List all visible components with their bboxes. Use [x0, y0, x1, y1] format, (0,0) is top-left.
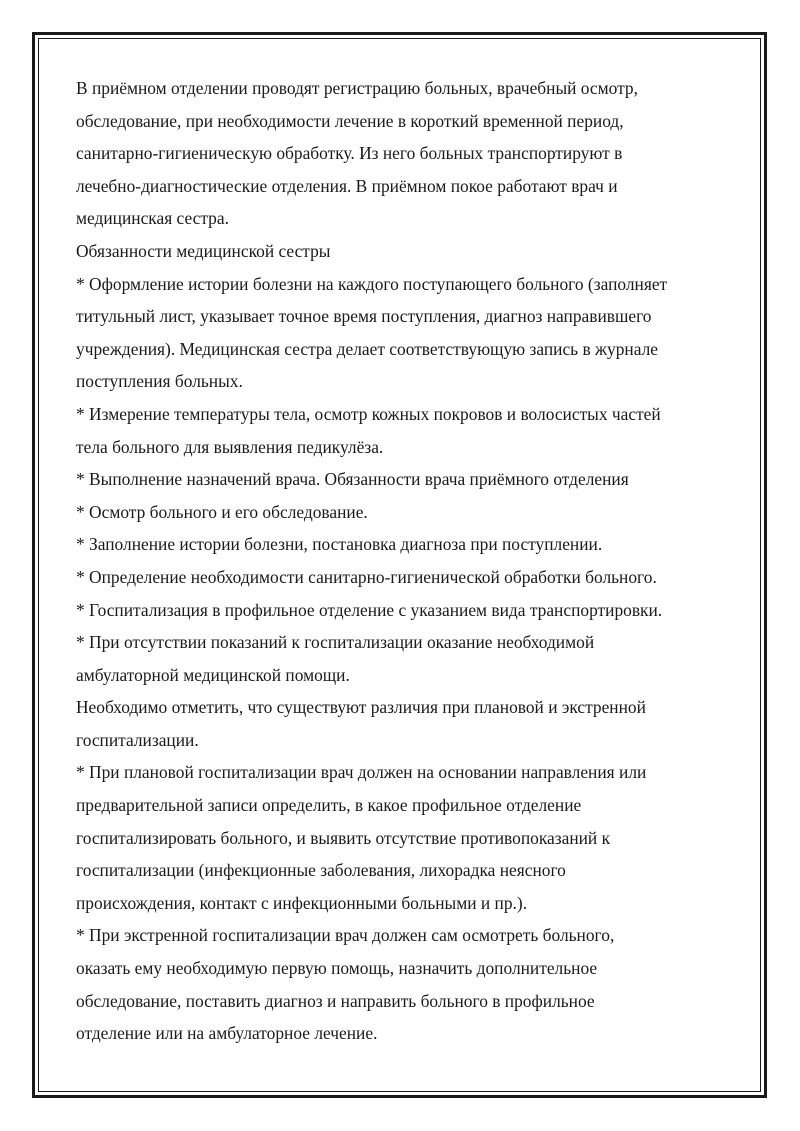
text-line: Необходимо отметить, что существуют различия при плановой и экстренной: [76, 697, 646, 718]
bullet-line: * Заполнение истории болезни, постановка диагноза при поступлении.: [76, 534, 603, 555]
bullet-line: * Измерение температуры тела, осмотр кожных покровов и волосистых частей: [76, 403, 661, 424]
text-line: происхождения, контакт с инфекционными больными и пр.).: [76, 892, 528, 913]
bullet-line: * При экстренной госпитализации врач должен сам осмотреть больного,: [76, 925, 615, 946]
text-line: госпитализации.: [76, 729, 199, 750]
bullet-line: * Оформление истории болезни на каждого поступающего больного (заполняет: [76, 273, 668, 294]
text-line: обследование, при необходимости лечение в короткий временной период,: [76, 110, 624, 131]
text-line: госпитализировать больного, и выявить отсутствие противопоказаний к: [76, 827, 611, 848]
document-body: [76, 72, 736, 1050]
bullet-line: * Осмотр больного и его обследование.: [76, 501, 368, 522]
text-line: тела больного для выявления педикулёза.: [76, 436, 384, 457]
bullet-line: * При отсутствии показаний к госпитализации оказание необходимой: [76, 632, 595, 653]
text-line: титульный лист, указывает точное время поступления, диагноз направившего: [76, 306, 652, 327]
bullet-line: * Госпитализация в профильное отделение с указанием вида транспортировки.: [76, 599, 663, 620]
bullet-line: * При плановой госпитализации врач должен на основании направления или: [76, 762, 647, 783]
text-line: лечебно-диагностические отделения. В приёмном покое работают врач и: [76, 175, 618, 196]
text-line: отделение или на амбулаторное лечение.: [76, 1023, 378, 1044]
text-line: медицинская сестра.: [76, 208, 229, 229]
text-line: В приёмном отделении проводят регистрацию больных, врачебный осмотр,: [76, 78, 638, 98]
bullet-line: * Определение необходимости санитарно-гигиенической обработки больного.: [76, 566, 657, 587]
text-line: оказать ему необходимую первую помощь, назначить дополнительное: [76, 958, 598, 979]
text-line: амбулаторной медицинской помощи.: [76, 664, 350, 685]
text-line: предварительной записи определить, в какое профильное отделение: [76, 795, 582, 816]
text-line: учреждения). Медицинская сестра делает соответствующую запись в журнале: [76, 338, 658, 359]
text-line: госпитализации (инфекционные заболевания, лихорадка неясного: [76, 860, 566, 881]
section-heading: Обязанности медицинской сестры: [76, 240, 331, 261]
text-line: санитарно-гигиеническую обработку. Из него больных транспортируют в: [76, 143, 623, 164]
bullet-line: * Выполнение назначений врача. Обязанности врача приёмного отделения: [76, 469, 629, 490]
text-line: поступления больных.: [76, 371, 243, 392]
text-line: обследование, поставить диагноз и направить больного в профильное: [76, 990, 595, 1011]
